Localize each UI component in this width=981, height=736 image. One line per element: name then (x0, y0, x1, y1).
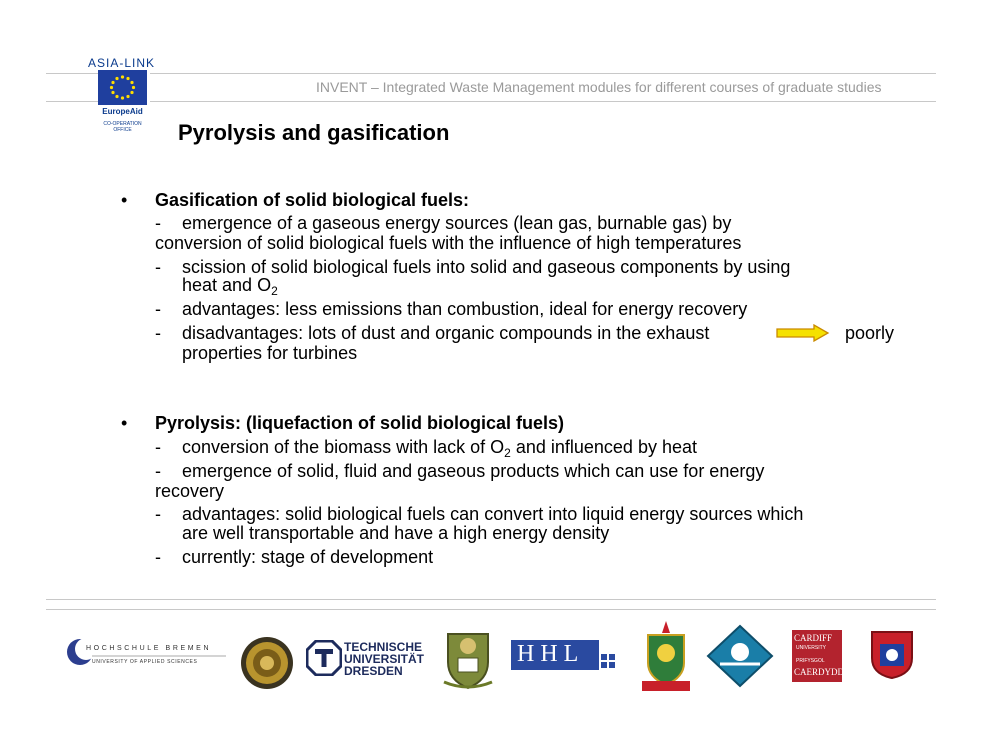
cardiff-line1: CARDIFF (794, 633, 833, 643)
tud-line2: UNIVERSITÄT (344, 652, 425, 666)
o2-subscript-2: 2 (504, 446, 511, 460)
hhl-text: HHL (517, 641, 585, 667)
cardiff-line4: CAERDYDD (794, 667, 845, 677)
s1-item3-dash: - (155, 299, 161, 319)
tud-line1: TECHNISCHE (344, 640, 423, 654)
s2-item4-dash: - (155, 547, 161, 567)
header-subtitle: INVENT – Integrated Waste Management modules for different courses of graduate studies (316, 79, 882, 95)
bullet-1: • (121, 190, 128, 210)
s2-item3-line1: advantages: solid biological fuels can convert into liquid energy sources which (182, 504, 804, 524)
tud-line3: DRESDEN (344, 664, 403, 678)
hochschule-bremen-logo (66, 634, 226, 674)
asia-link-logo-text: ASIA-LINK (88, 56, 156, 70)
s2-item1-dash: - (155, 437, 161, 457)
europeaid-logo (98, 70, 147, 166)
crest-logo-2 (640, 619, 692, 700)
s1-item3-line1: advantages: less emissions than combustion, ideal for energy recovery (182, 299, 748, 319)
s1-item1-line2: conversion of solid biological fuels with the influence of high temperatures (155, 233, 742, 253)
s1-item4-dash: - (155, 323, 161, 343)
s2-item2-line2: recovery (155, 481, 225, 501)
header-rule-left-top (46, 73, 98, 74)
crest-logo-1 (442, 626, 494, 695)
s1-item2-line2-text: heat and O (182, 275, 272, 295)
s1-item2-line1: scission of solid biological fuels into solid and gaseous components by using (182, 257, 791, 277)
s2-item3-line2: are well transportable and have a high energy density (182, 523, 610, 543)
s2-item2-dash: - (155, 461, 161, 481)
seal-logo-1 (240, 636, 294, 695)
hsb-name: HOCHSCHULE BREMEN (86, 645, 212, 652)
eu-flag-icon (98, 70, 147, 105)
footer-rule-top (46, 599, 936, 600)
shield-logo (868, 628, 916, 685)
hsb-subtitle: UNIVERSITY OF APPLIED SCIENCES (92, 659, 198, 665)
s2-item1-line1 (182, 437, 697, 460)
cardiff-line3: PRIFYSGOL (796, 658, 825, 664)
right-arrow-icon (776, 324, 830, 342)
header-rule-bottom (150, 101, 936, 102)
s2-item3-dash: - (155, 504, 161, 524)
o2-subscript: 2 (271, 284, 278, 298)
s1-item1-dash: - (155, 213, 161, 233)
s1-item2-line2 (182, 275, 278, 298)
hhl-logo (511, 640, 619, 674)
section1-heading: Gasification of solid biological fuels: (155, 190, 470, 210)
s1-item4-line1: disadvantages: lots of dust and organic compounds in the exhaust (182, 323, 710, 343)
s1-item4-line2: properties for turbines (182, 343, 358, 363)
s2-item1-text-a: conversion of the biomass with lack of O (182, 437, 505, 457)
cardiff-line2: UNIVERSITY (796, 645, 827, 651)
s1-item4-after-arrow: poorly (845, 323, 895, 343)
cardiff-logo (792, 630, 845, 682)
can-tho-logo (706, 624, 774, 693)
header-rule-top (150, 73, 936, 74)
footer-rule-bottom (46, 609, 936, 610)
header-rule-left-bottom (46, 101, 98, 102)
s2-item1-text-b: and influenced by heat (510, 437, 697, 457)
s1-item1-line1: emergence of a gaseous energy sources (lean gas, burnable gas) by (182, 213, 732, 233)
page-title: Pyrolysis and gasification (178, 120, 450, 145)
cooperation-office-text: CO-OPERATION OFFICE (103, 121, 142, 133)
s2-item4-line1: currently: stage of development (182, 547, 434, 567)
bullet-2: • (121, 413, 128, 433)
s1-item2-dash: - (155, 257, 161, 277)
tu-dresden-logo (306, 640, 425, 681)
section2-heading: Pyrolysis: (liquefaction of solid biological fuels) (155, 413, 565, 433)
europeaid-text: EuropeAid (102, 107, 143, 116)
s2-item2-line1: emergence of solid, fluid and gaseous products which can use for energy (182, 461, 765, 481)
